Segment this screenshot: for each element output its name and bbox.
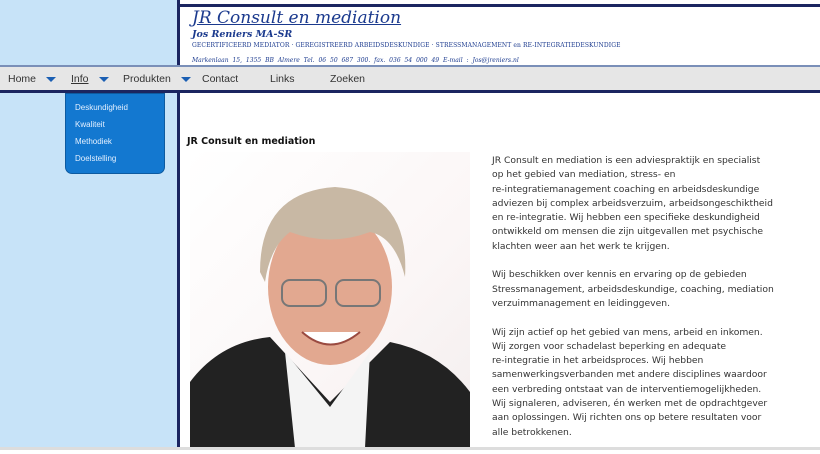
portrait-photo — [190, 152, 470, 448]
text-line: Wij signaleren, adviseren, én werken met de opdrachtgever — [492, 398, 768, 410]
paragraph — [492, 154, 812, 254]
nav-home[interactable] — [8, 73, 56, 85]
text-line: samenwerkingsverbanden met andere disciplines waardoor — [492, 369, 767, 381]
text-line: verzuimmanagement en leidinggeven. — [492, 297, 670, 309]
text-line: ontwikkeld om mensen die zijn uitgevallen met psychische — [492, 226, 764, 238]
text-line: Wij zorgen voor schadelast beperking en adequate — [492, 340, 727, 352]
text-line: een verbreding ontstaat van de interventiemogelijkheden. — [492, 383, 762, 395]
menu-item-methodiek[interactable]: Methodiek — [75, 137, 112, 146]
nav-label: Info — [71, 73, 89, 85]
text-line: JR Consult en mediation is een adviespraktijk en specialist — [492, 155, 761, 166]
text-line: re-integratiemanagement coaching en arbeidsdeskundige — [492, 183, 760, 195]
intro-text — [492, 154, 812, 454]
page-heading: JR Consult en mediation — [187, 136, 316, 147]
text-line: re-integratie in het arbeidsproces. Wij hebben — [492, 355, 704, 367]
qualifications: GECERTIFICEERD MEDIATOR · GEREGISTREERD ARBEIDSDESKUNDIGE · STRESSMANAGEMENT en RE-INTEGRATIEDESKUNDIGE — [192, 42, 621, 49]
nav-info[interactable] — [71, 73, 109, 85]
owner-name: Jos Reniers MA-SR — [192, 29, 293, 40]
nav-contact[interactable]: Contact — [202, 73, 239, 85]
text-line: klachten weer aan het werk te krijgen. — [492, 240, 670, 252]
menu-item-deskundigheid[interactable]: Deskundigheid — [75, 103, 128, 112]
text-line: en re-integratie. Wij hebben een specifieke deskundigheid — [492, 212, 760, 224]
nav-label: Produkten — [123, 73, 171, 85]
nav-produkten[interactable] — [123, 73, 191, 85]
menu-item-kwaliteit[interactable]: Kwaliteit — [75, 120, 105, 129]
paragraph — [492, 268, 812, 311]
text-line: op het gebied van mediation, stress- en — [492, 169, 676, 181]
site-title[interactable]: JR Consult en mediation — [192, 8, 402, 28]
chevron-down-icon[interactable] — [181, 77, 191, 82]
nav-label: Home — [8, 73, 37, 85]
info-dropdown-menu — [65, 93, 165, 174]
text-line: Stressmanagement, arbeidsdeskundige, coaching, mediation — [492, 283, 774, 295]
chevron-down-icon[interactable] — [46, 77, 56, 82]
contact-address: Markenlaan 15, 1355 BB Almere Tel. 06 50 687 300. fax. 036 54 000 49 E-mail : Jos@jreniers.nl — [192, 57, 519, 64]
menu-item-doelstelling[interactable]: Doelstelling — [75, 154, 117, 163]
text-line: Wij zijn actief op het gebied van mens, arbeid en inkomen. — [492, 326, 763, 338]
text-line: adviezen bij complex arbeidsverzuim, arbeidsongeschiktheid — [492, 197, 773, 209]
text-line: Wij beschikken over kennis en ervaring op de gebieden — [492, 269, 747, 281]
nav-links[interactable]: Links — [270, 73, 295, 85]
chevron-down-icon[interactable] — [99, 77, 109, 82]
main-nav — [0, 65, 820, 93]
nav-zoeken[interactable]: Zoeken — [330, 73, 366, 85]
paragraph — [492, 326, 812, 440]
text-line: alle betrokkenen. — [492, 426, 572, 438]
text-line: aan oplossingen. Wij richten ons op betere resultaten voor — [492, 412, 762, 424]
site-header — [180, 4, 820, 66]
